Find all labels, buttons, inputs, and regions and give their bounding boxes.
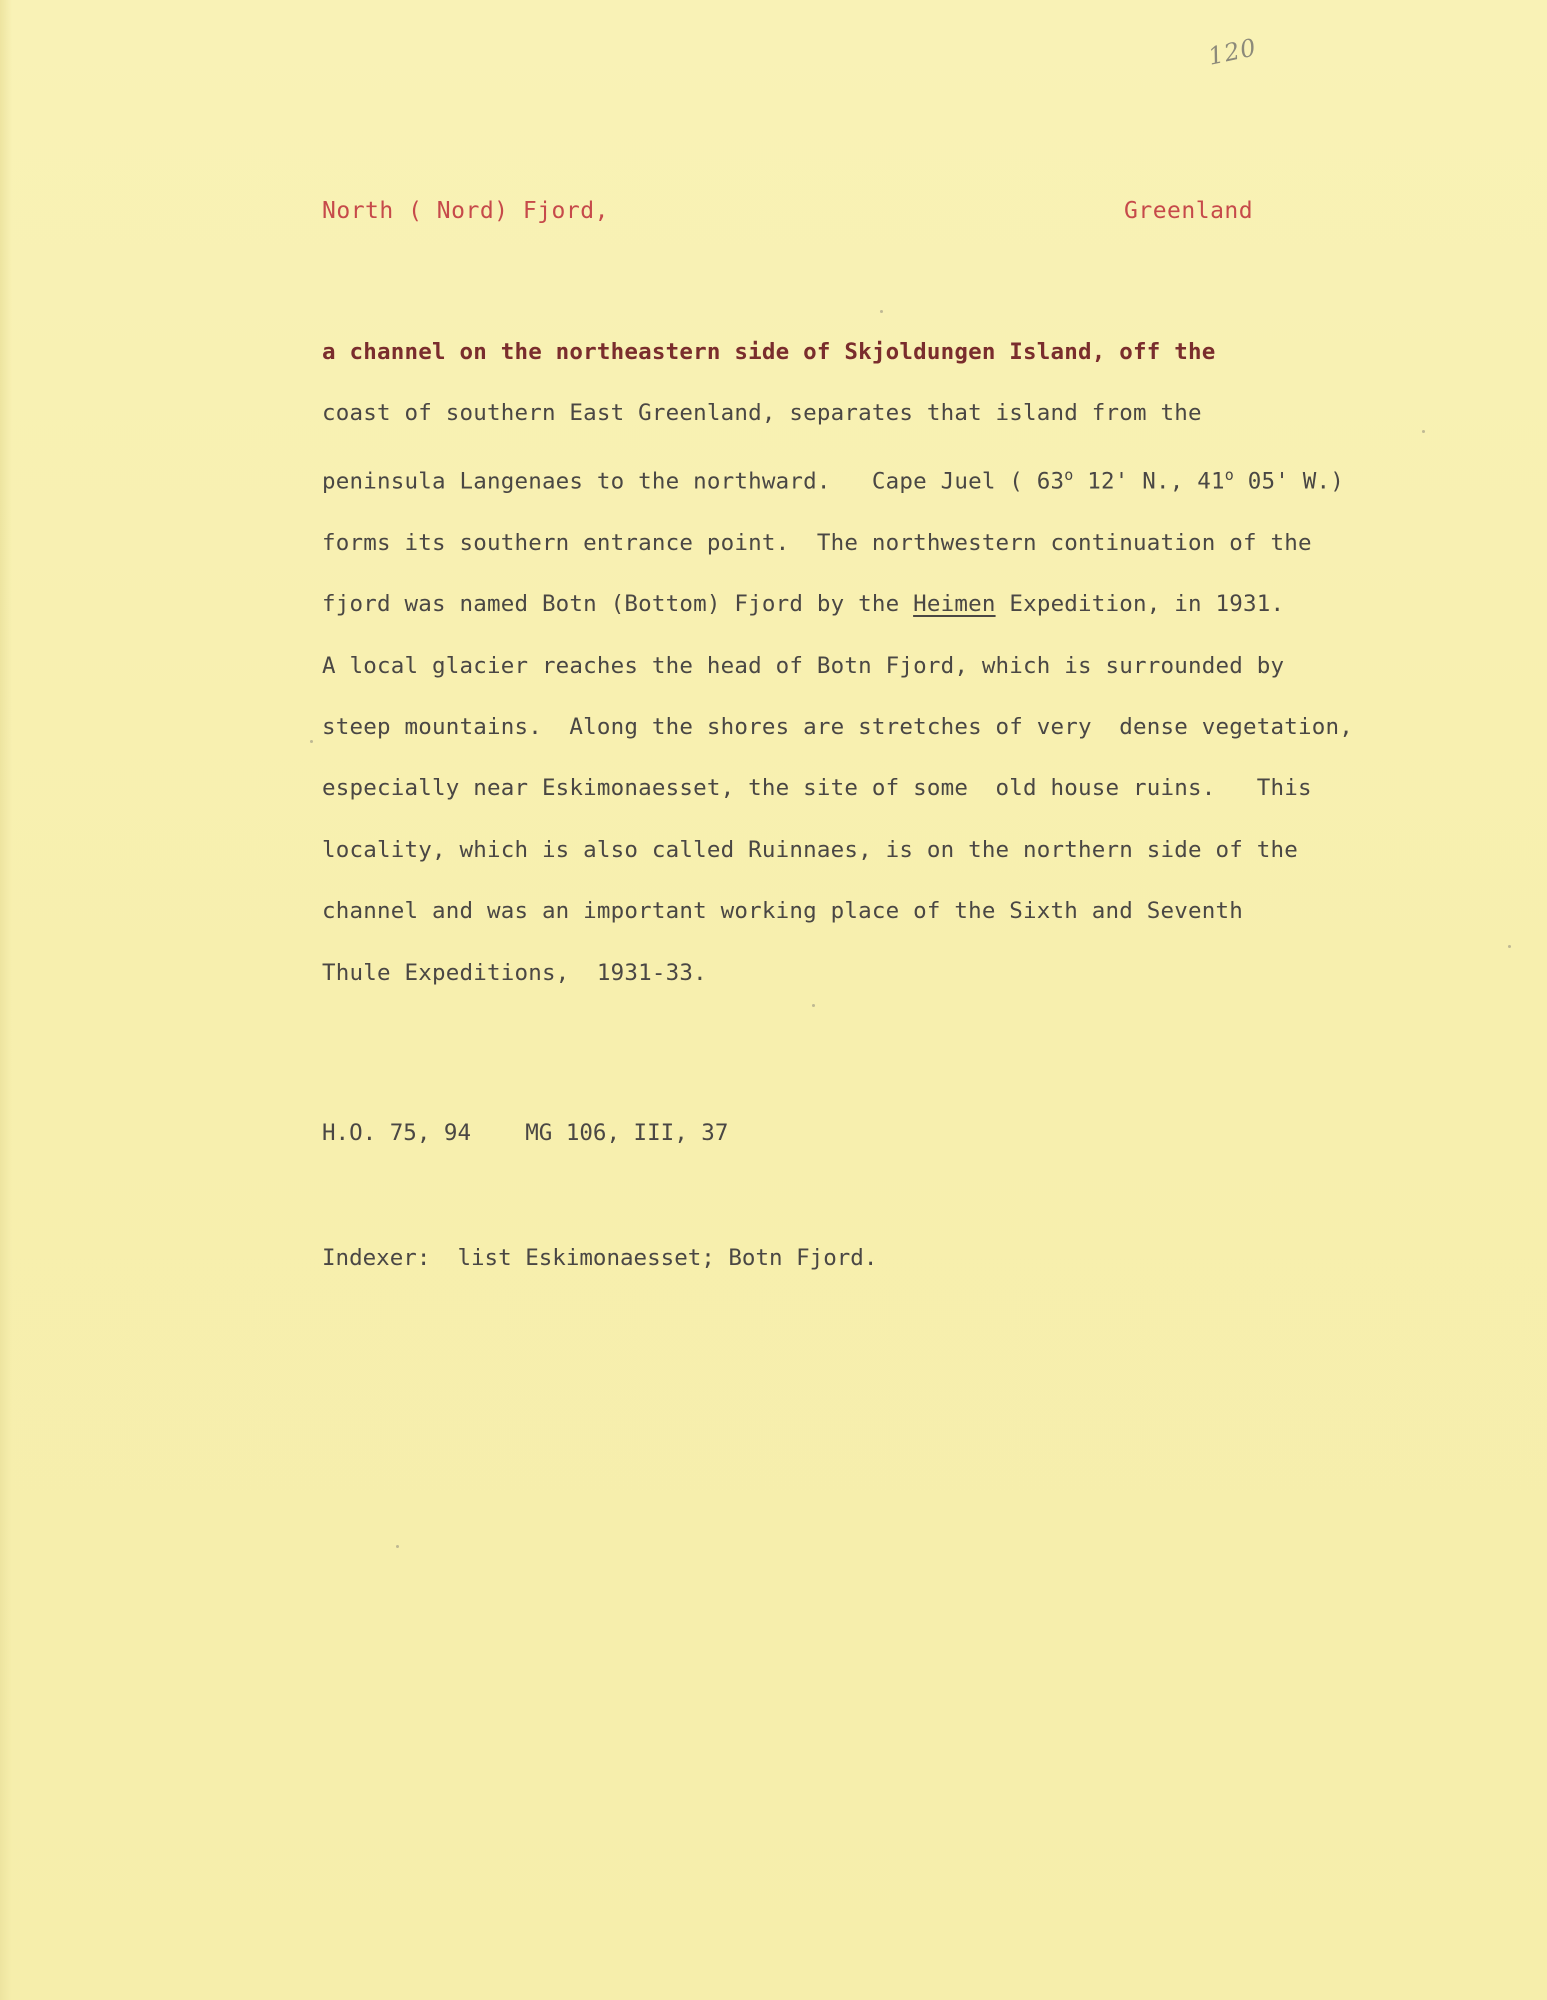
indexer-note: Indexer: list Eskimonaesset; Botn Fjord. — [322, 1245, 878, 1271]
description-line: peninsula Langenaes to the northward. Cape Juel ( 63$^o$ 12' N., 41$^o$ 05' W.) — [322, 465, 1344, 495]
paper-speck — [1422, 430, 1425, 433]
description-line: especially near Eskimonaesset, the site of some old house ruins. This — [322, 775, 1312, 802]
description-line: channel and was an important working place of the Sixth and Seventh — [322, 898, 1243, 925]
description-line: Thule Expeditions, 1931-33. — [322, 959, 707, 986]
page-number: 120 — [1205, 33, 1260, 71]
description-line: locality, which is also called Ruinnaes, is on the northern side of the — [322, 836, 1298, 863]
entry-description — [322, 322, 1482, 1004]
description-line: coast of southern East Greenland, separates that island from the — [322, 400, 1202, 427]
entry-title: North ( Nord) Fjord, — [322, 198, 609, 224]
entry-region: Greenland — [1124, 198, 1254, 224]
paper-speck — [880, 310, 883, 313]
description-line: steep mountains. Along the shores are stretches of very dense vegetation, — [322, 713, 1353, 740]
paper-speck — [396, 1545, 399, 1548]
paper-speck — [812, 1004, 815, 1007]
paper-speck — [1508, 945, 1511, 948]
description-line: forms its southern entrance point. The northwestern continuation of the — [322, 529, 1312, 556]
description-line: fjord was named Botn (Bottom) Fjord by the Heimen Expedition, in 1931. — [322, 591, 1285, 618]
paper-speck — [310, 740, 313, 743]
description-line: A local glacier reaches the head of Botn Fjord, which is surrounded by — [322, 652, 1285, 679]
description-line: a channel on the northeastern side of Skjoldungen Island, off the — [322, 339, 1216, 365]
page-edge — [0, 0, 12, 2000]
underlined-expedition-name: Heimen — [913, 591, 996, 618]
source-references: H.O. 75, 94 MG 106, III, 37 — [322, 1120, 729, 1146]
